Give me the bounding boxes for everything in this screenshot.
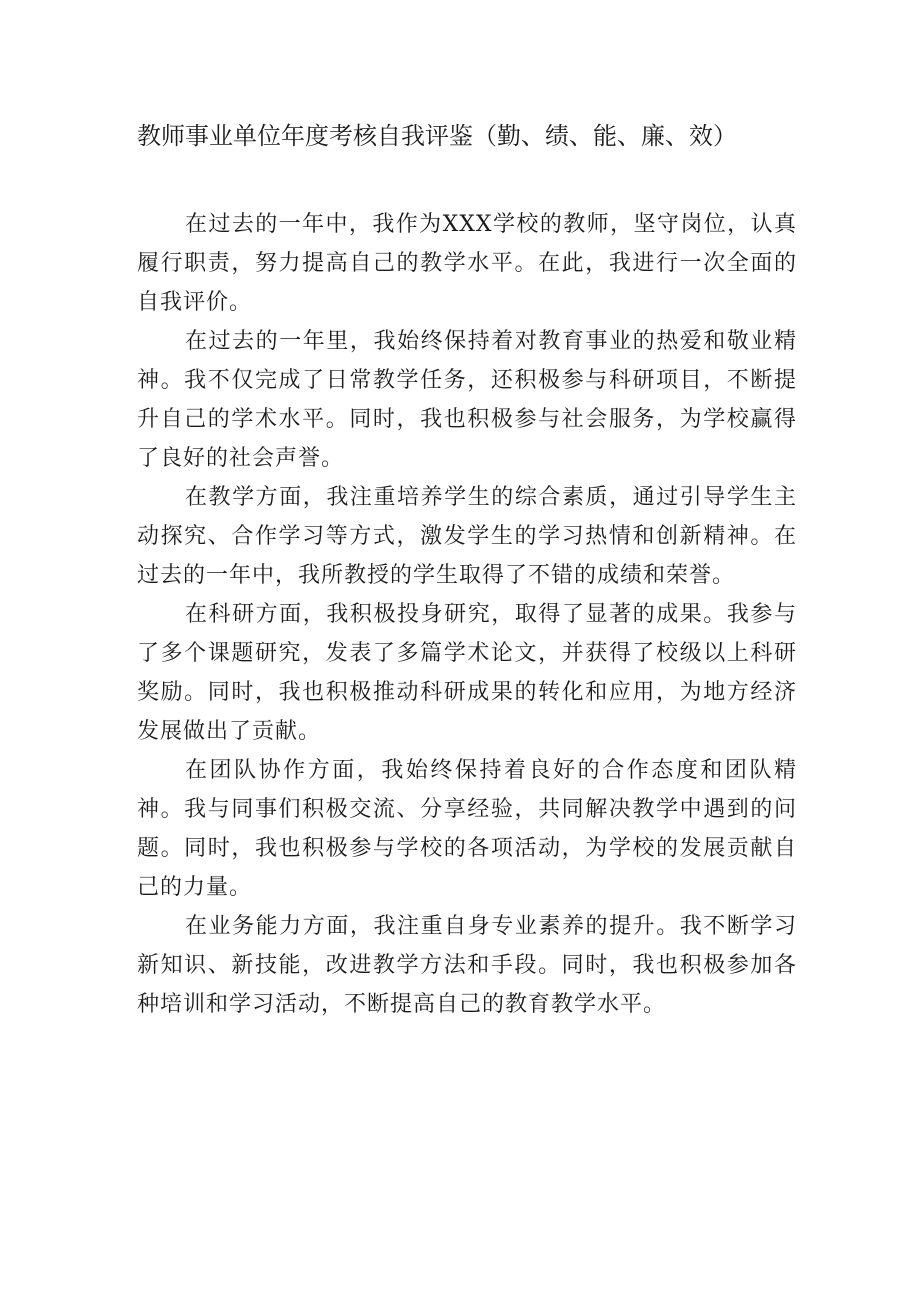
paragraph-teamwork: 在团队协作方面，我始终保持着良好的合作态度和团队精神。我与同事们积极交流、分享经验，共同解决教学中遇到的问题。同时，我也积极参与学校的各项活动，为学校的发展贡献自己的力量。 (137, 758, 797, 900)
paragraph-dedication: 在过去的一年里，我始终保持着对教育事业的热爱和敬业精神。我不仅完成了日常教学任务，还积极参与科研项目，不断提升自己的学术水平。同时，我也积极参与社会服务，为学校赢得了良好的社会声誉。 (137, 329, 797, 471)
paragraph-teaching: 在教学方面，我注重培养学生的综合素质，通过引导学生主动探究、合作学习等方式，激发学生的学习热情和创新精神。在过去的一年中，我所教授的学生取得了不错的成绩和荣誉。 (137, 485, 797, 588)
paragraph-professional-ability: 在业务能力方面，我注重自身专业素养的提升。我不断学习新知识、新技能，改进教学方法和手段。同时，我也积极参加各种培训和学习活动，不断提高自己的教育教学水平。 (137, 914, 797, 1017)
paragraph-research: 在科研方面，我积极投身研究，取得了显著的成果。我参与了多个课题研究，发表了多篇学术论文，并获得了校级以上科研奖励。同时，我也积极推动科研成果的转化和应用，为地方经济发展做出了贡献。 (137, 602, 797, 744)
document-body (137, 205, 797, 1024)
document-title: 教师事业单位年度考核自我评鉴（勤、绩、能、廉、效） (137, 122, 737, 150)
paragraph-intro: 在过去的一年中，我作为XXX学校的教师，坚守岗位，认真履行职责，努力提高自己的教学水平。在此，我进行一次全面的自我评价。 (137, 212, 797, 315)
